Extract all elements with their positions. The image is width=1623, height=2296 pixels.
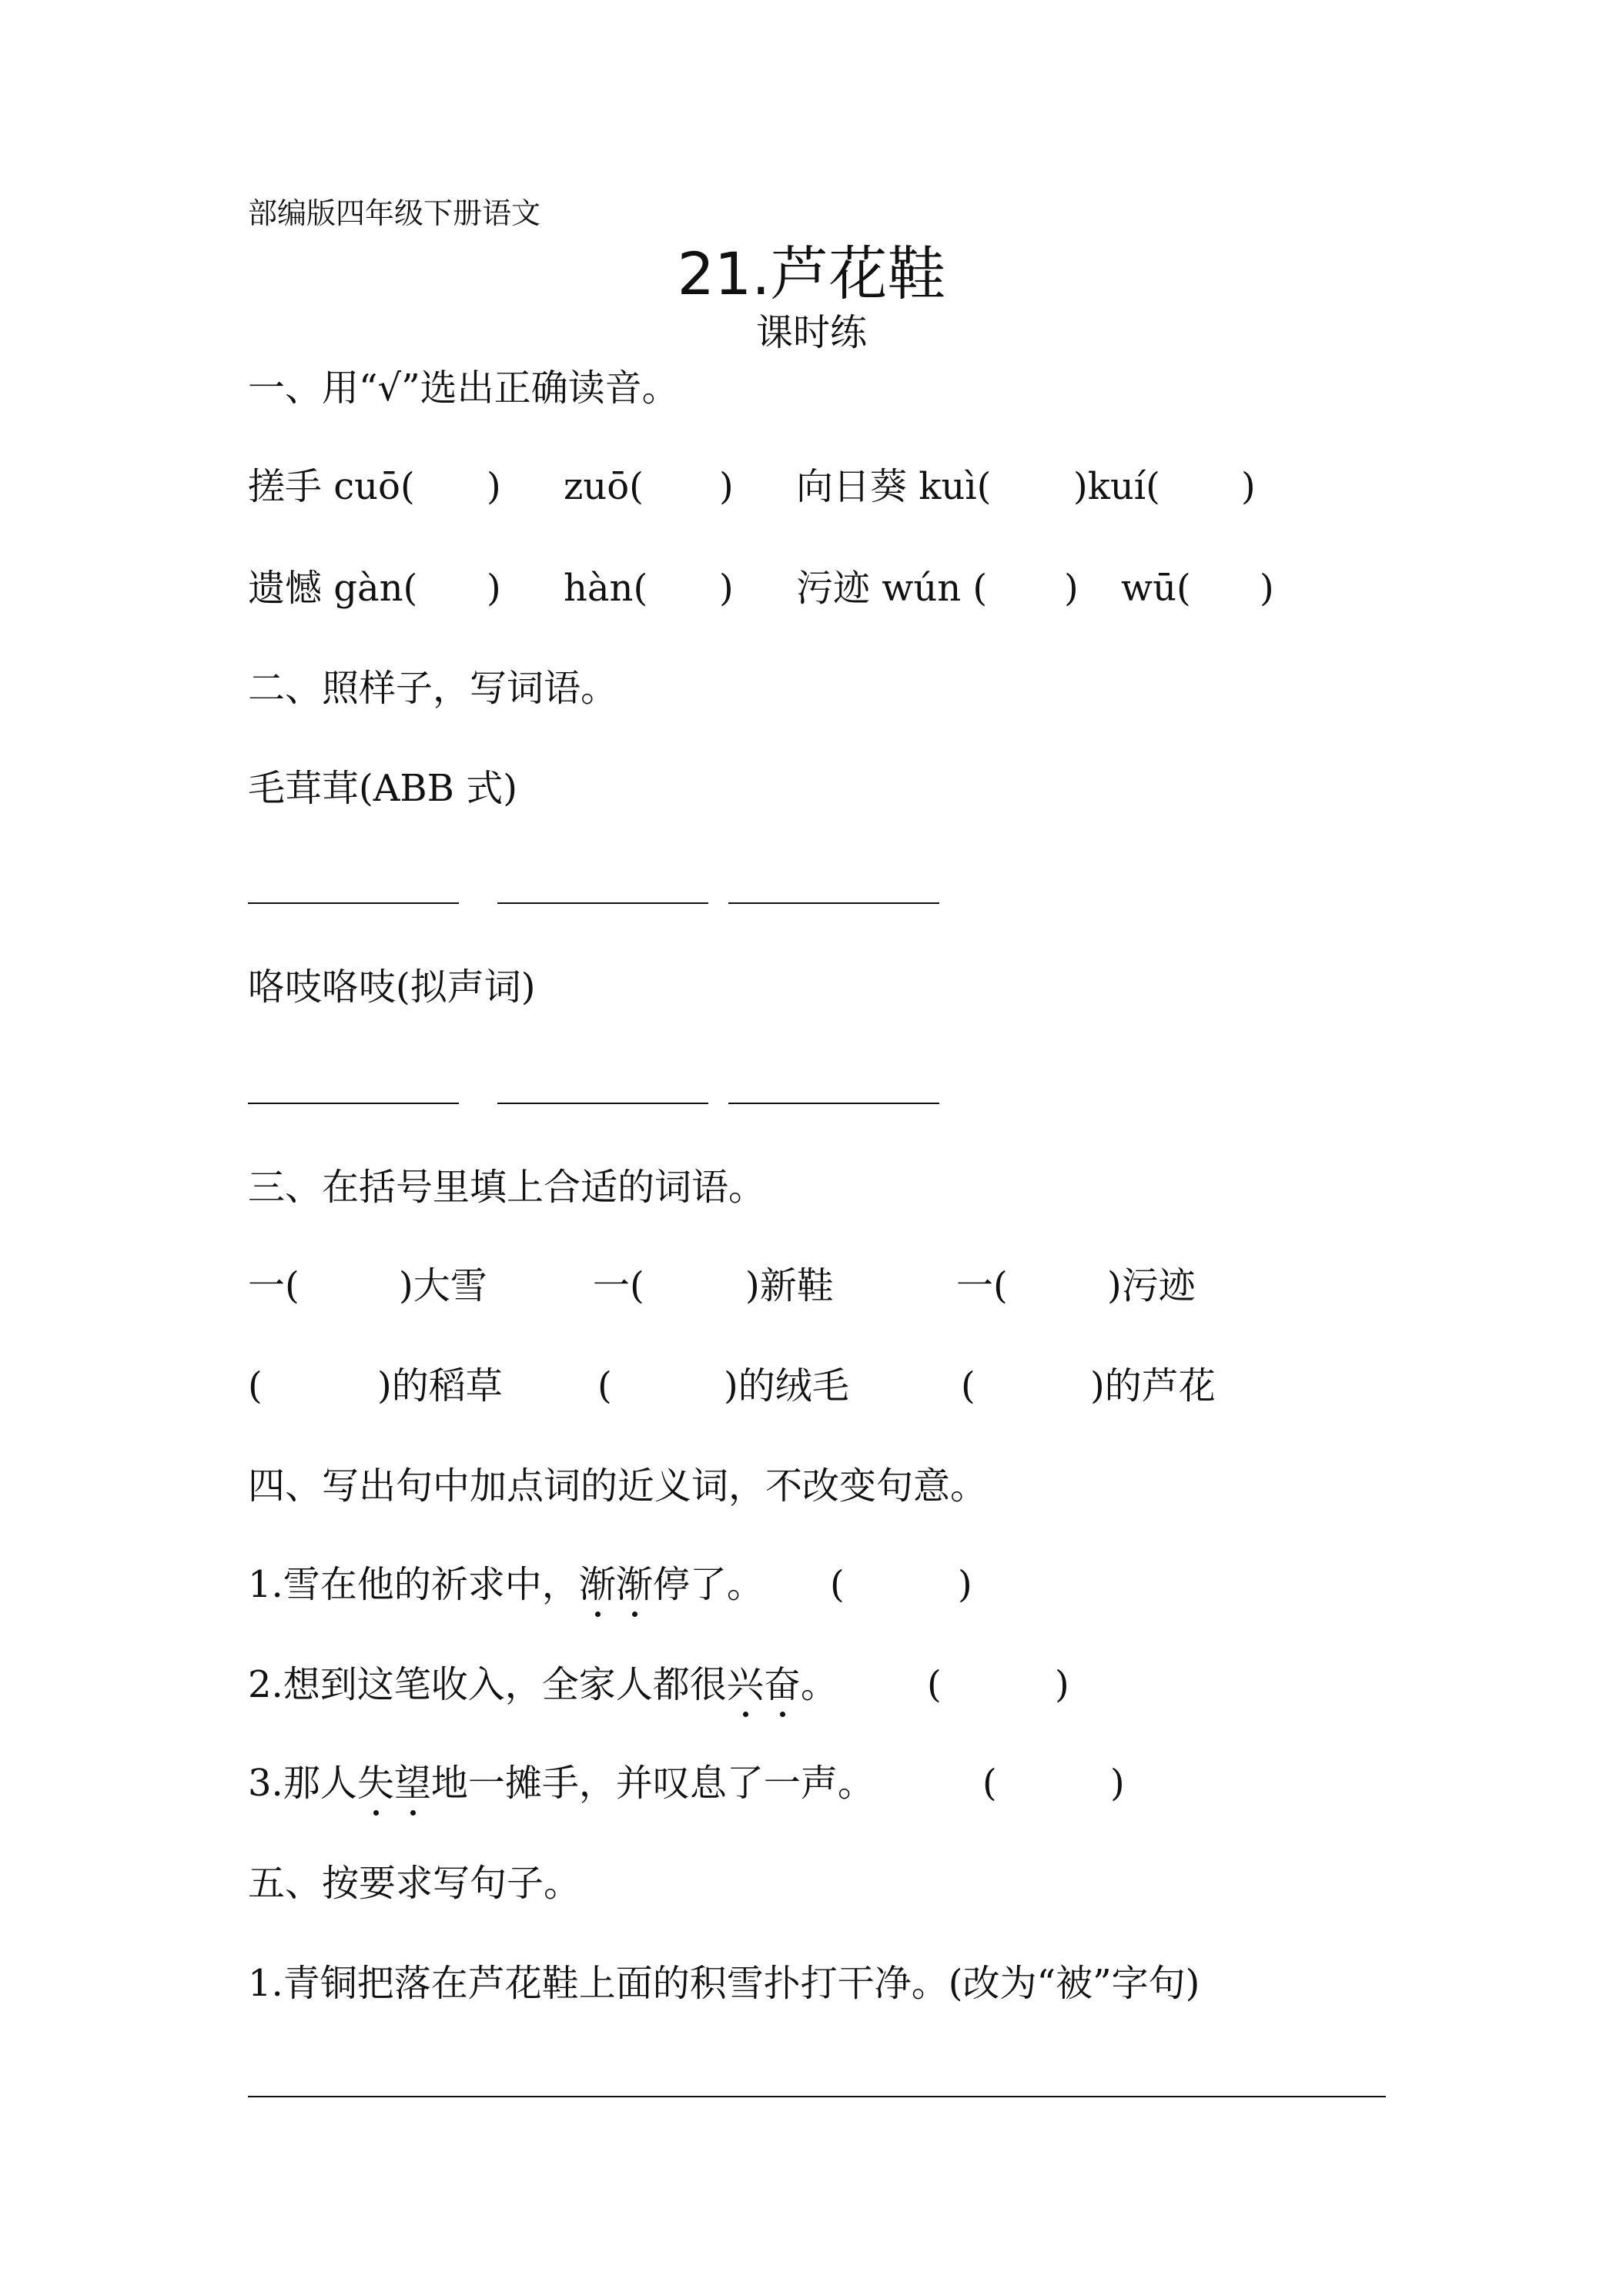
synonym-paren-open-3: ( bbox=[982, 1762, 997, 1805]
pinyin-row-1-item-2: zuō( bbox=[564, 465, 644, 508]
pinyin-row-2-close-4: ) bbox=[1260, 567, 1274, 610]
pinyin-row-2-close-1: ) bbox=[487, 567, 501, 610]
subject-label: 部编版四年级下册语文 bbox=[248, 196, 541, 230]
section-1-heading: 一、用“√”选出正确读音。 bbox=[248, 366, 679, 410]
synonym-paren-open-1: ( bbox=[830, 1563, 845, 1606]
onomatopoeia-prompt: 咯吱咯吱(拟声词) bbox=[248, 966, 536, 1009]
dotted-character: 望 bbox=[393, 1762, 431, 1805]
pinyin-row-1-item-1: 搓手 cuō( bbox=[248, 465, 415, 508]
section-3-heading: 三、在括号里填上合适的词语。 bbox=[248, 1166, 766, 1209]
pinyin-row-2-item-2: hàn( bbox=[564, 567, 648, 610]
lesson-subtitle: 课时练 bbox=[755, 311, 867, 354]
section-5-heading: 五、按要求写句子。 bbox=[248, 1862, 581, 1905]
fill-row-2-open-2: ( bbox=[597, 1364, 612, 1407]
answer-blank[interactable] bbox=[248, 1103, 459, 1104]
dotted-character: 失 bbox=[356, 1762, 394, 1805]
fill-row-2-word-3: )的芦花 bbox=[1090, 1364, 1216, 1407]
pinyin-row-2-item-4: wū( bbox=[1121, 567, 1191, 610]
answer-blank[interactable] bbox=[248, 902, 459, 904]
answer-blank[interactable] bbox=[497, 1103, 708, 1104]
synonym-paren-close-3: ) bbox=[1110, 1762, 1125, 1805]
dotted-character: 兴 bbox=[726, 1663, 764, 1706]
pinyin-row-2-item-3: 污迹 wún ( bbox=[796, 567, 988, 610]
answer-blank[interactable] bbox=[728, 902, 939, 904]
answer-blank[interactable] bbox=[497, 902, 708, 904]
section-2-heading: 二、照样子，写词语。 bbox=[248, 667, 618, 710]
synonym-sentence-2: 2.想到这笔收入，全家人都很兴奋。 bbox=[248, 1663, 838, 1706]
fill-row-1-word-2: )新鞋 bbox=[745, 1264, 834, 1307]
section-4-heading: 四、写出句中加点词的近义词，不改变句意。 bbox=[248, 1464, 988, 1508]
pinyin-row-2-close-3: ) bbox=[1064, 567, 1079, 610]
pinyin-row-1-close-1: ) bbox=[487, 465, 501, 508]
synonym-sentence-3: 3.那人失望地一摊手，并叹息了一声。 bbox=[248, 1762, 875, 1805]
synonym-paren-close-1: ) bbox=[958, 1563, 972, 1606]
fill-row-2-word-1: )的稻草 bbox=[377, 1364, 503, 1407]
pinyin-row-1-item-4: )kuí( bbox=[1073, 465, 1160, 508]
fill-row-2-open-3: ( bbox=[961, 1364, 975, 1407]
fill-row-2-word-2: )的绒毛 bbox=[724, 1364, 849, 1407]
fill-row-2-open-1: ( bbox=[248, 1364, 263, 1407]
dotted-character: 渐 bbox=[615, 1563, 653, 1606]
dotted-character: 渐 bbox=[578, 1563, 616, 1606]
dotted-character: 奋 bbox=[763, 1663, 801, 1706]
abb-prompt: 毛茸茸(ABB 式) bbox=[248, 767, 517, 810]
fill-row-1-open-3: 一( bbox=[956, 1264, 1008, 1307]
answer-blank[interactable] bbox=[728, 1103, 939, 1104]
pinyin-row-2-close-2: ) bbox=[719, 567, 734, 610]
pinyin-row-1-item-3: 向日葵 kuì( bbox=[796, 465, 992, 508]
fill-row-1-open-1: 一( bbox=[248, 1264, 300, 1307]
fill-row-1-word-3: )污迹 bbox=[1107, 1264, 1196, 1307]
pinyin-row-2-item-1: 遗憾 gàn( bbox=[248, 567, 418, 610]
synonym-sentence-1: 1.雪在他的祈求中，渐渐停了。 bbox=[248, 1563, 764, 1606]
rewrite-prompt-1: 1.青铜把落在芦花鞋上面的积雪扑打干净。(改为“被”字句) bbox=[248, 1962, 1200, 2005]
pinyin-row-1-close-2: ) bbox=[719, 465, 734, 508]
pinyin-row-1-close-4: ) bbox=[1241, 465, 1256, 508]
synonym-paren-open-2: ( bbox=[927, 1663, 942, 1706]
fill-row-1-word-1: )大雪 bbox=[399, 1264, 487, 1307]
fill-row-1-open-2: 一( bbox=[593, 1264, 644, 1307]
answer-line[interactable] bbox=[248, 2096, 1386, 2097]
lesson-title: 21.芦花鞋 bbox=[677, 239, 946, 308]
synonym-paren-close-2: ) bbox=[1055, 1663, 1069, 1706]
